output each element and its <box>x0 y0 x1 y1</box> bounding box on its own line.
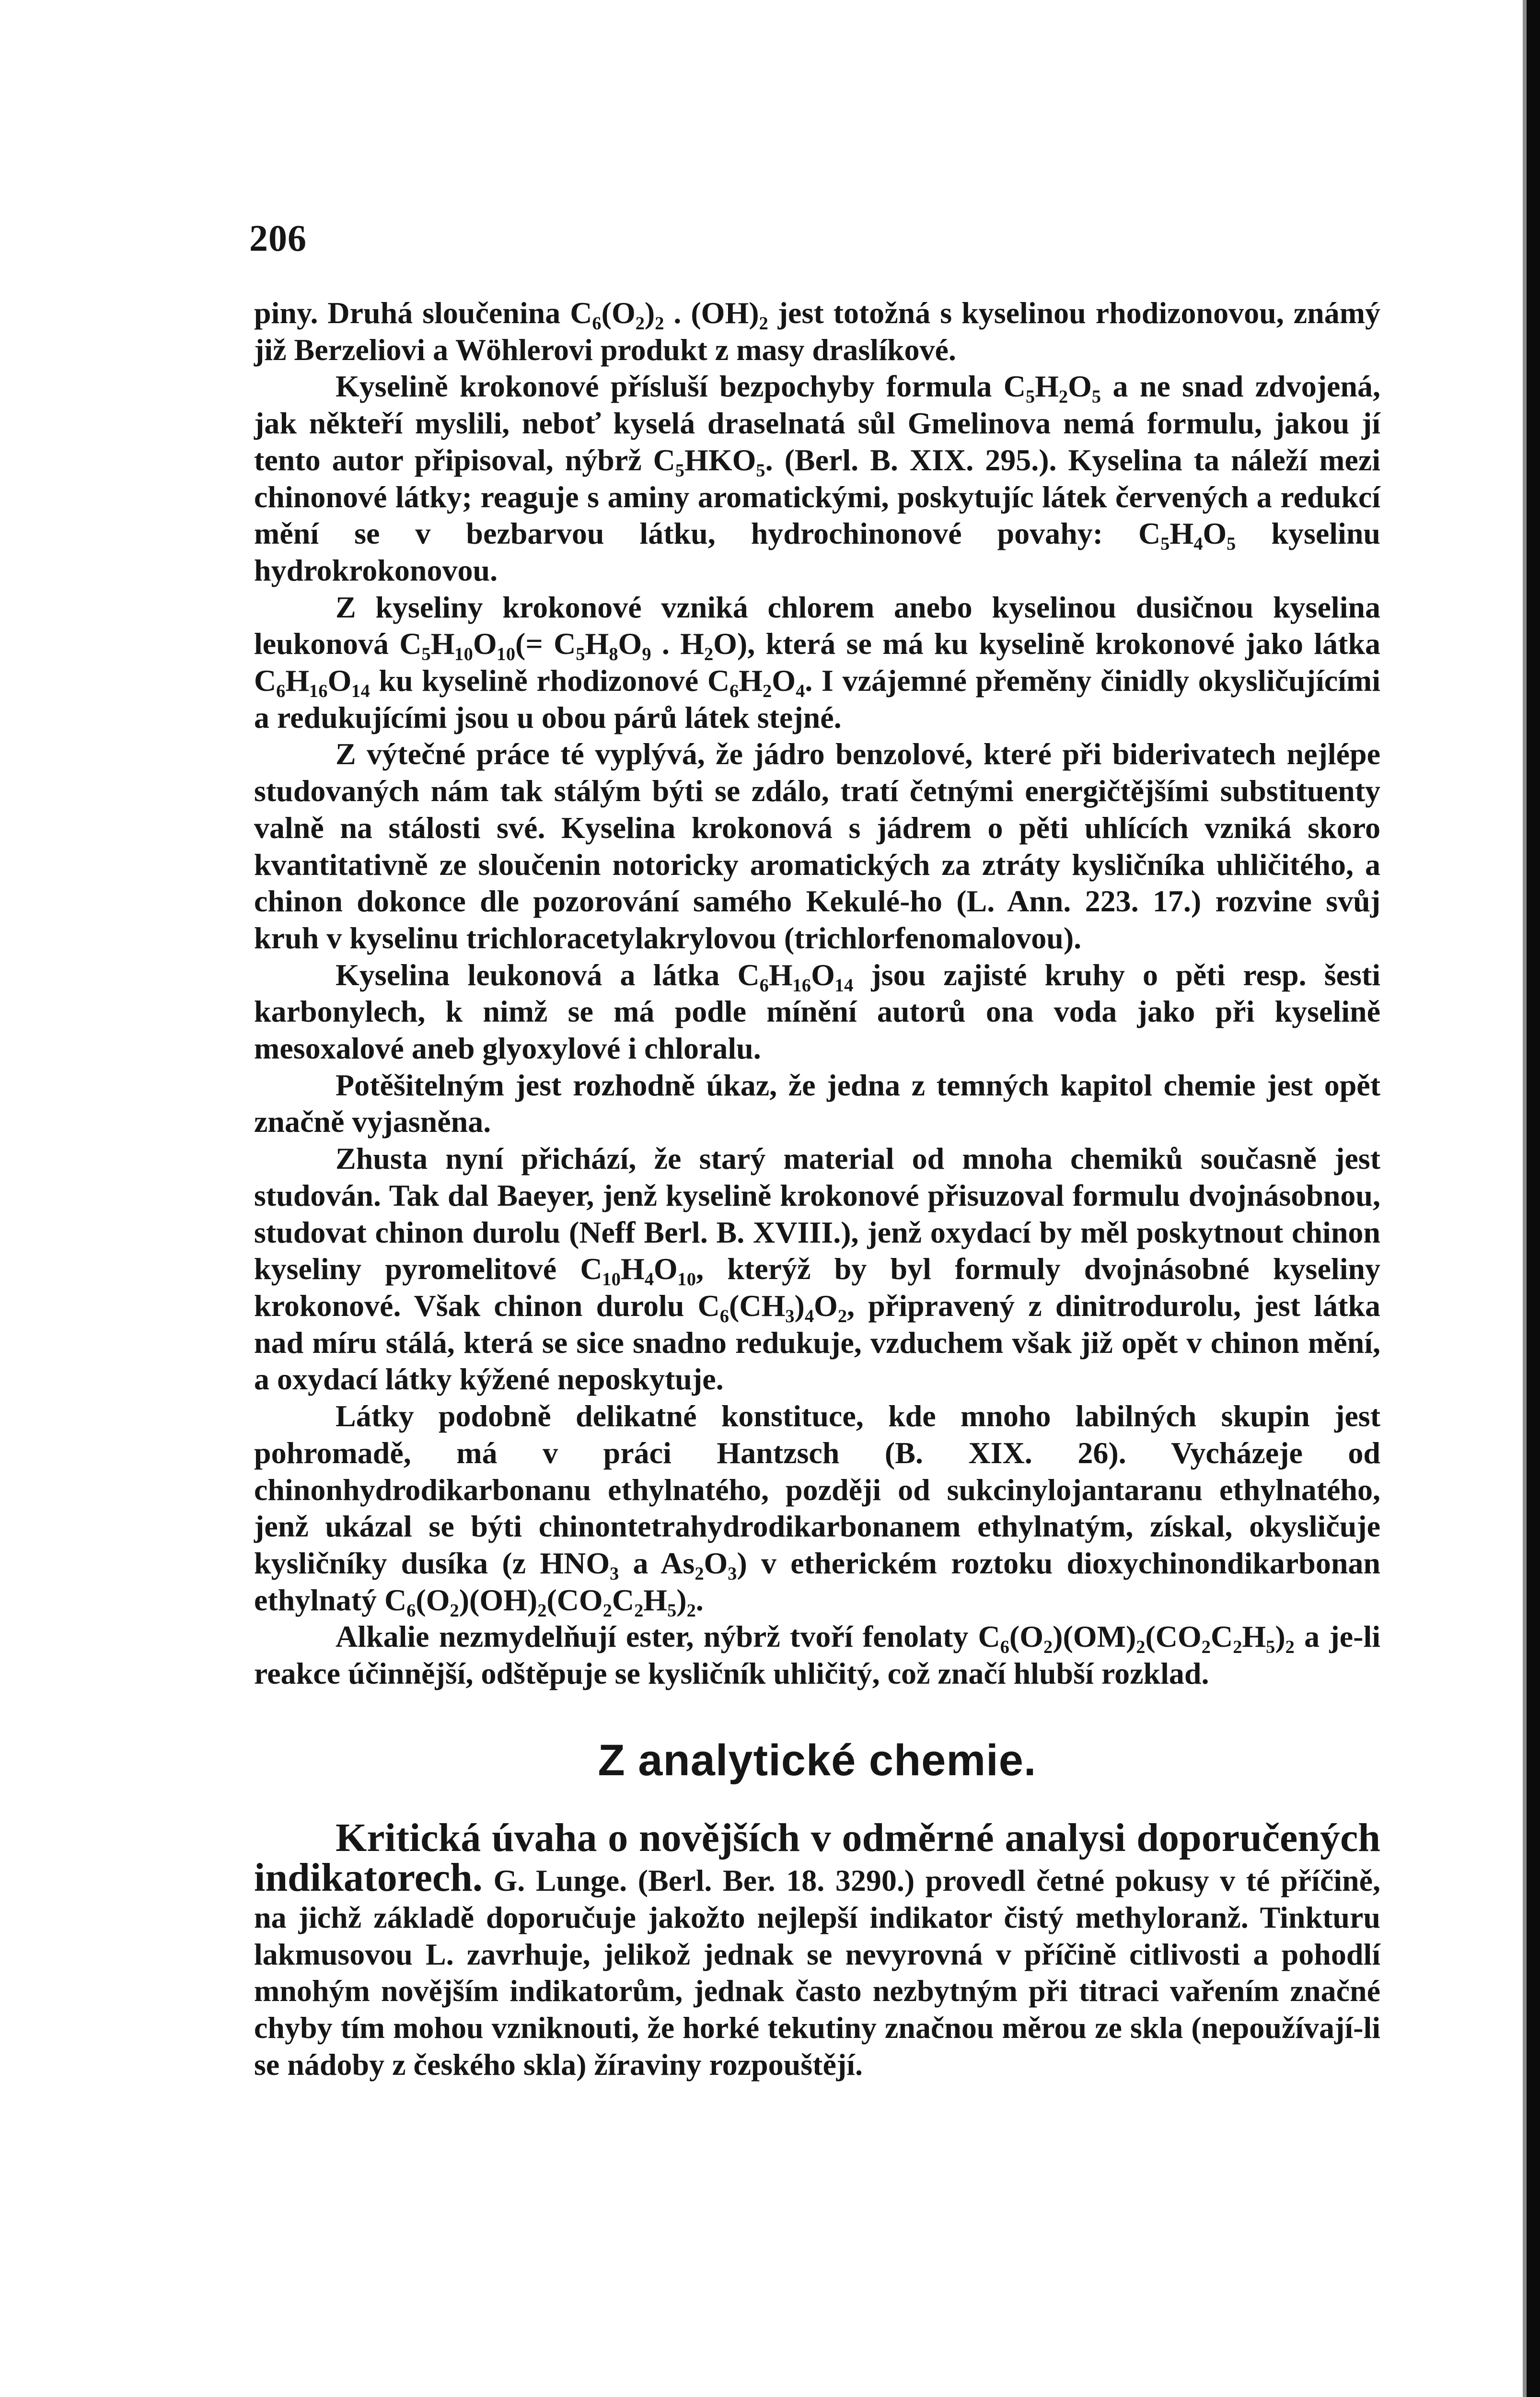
page-number: 206 <box>249 217 307 259</box>
body-paragraph: Alkalie nezmydelňují ester, nýbrž tvoří fenolaty C₆(O₂)(OM)₂(CO₂C₂H₅)₂ a je-li reakce účinnější, odštěpuje se kysličník uhličitý, což značí hlubší rozklad. <box>254 1619 1380 1691</box>
article-text: G. Lunge. (Berl. Ber. 18. 3290.) provedl četné pokusy v té příčině, na jichž základě doporučuje jakožto nejlepší indikator čistý methyloranž. Tinkturu lakmusovou L. zavrhuje, jelikož jednak se nevyrovná v příčině citlivosti a pohodlí mnohým novějším indikatorům, jednak často nezbytným při titraci vařením značné chyby tím mohou vzniknouti, že horké tekutiny značnou měrou ze skla (nepoužívají-li se nádoby z českého skla) žíraviny rozpouštějí. <box>254 1863 1381 2082</box>
body-paragraph: Látky podobně delikatné konstituce, kde mnoho labilných skupin jest pohromadě, má v práci Hantzsch (B. XIX. 26). Vycházeje od chinonhydrodikarbonanu ethylnatého, později od sukcinylojantaranu ethylnatého, jenž ukázal se býti chinontetrahydrodikarbonanem ethylnatým, získal, okysličuje kysličníky dusíka (z HNO₃ a As₂O₃) v etherickém roztoku dioxychinondikarbonan ethylnatý C₆(O₂)(OH)₂(CO₂C₂H₅)₂. <box>254 1399 1380 1617</box>
body-paragraph: Kyselině krokonové přísluší bezpochyby formula C₅H₂O₅ a ne snad zdvojená, jak někteří myslili, neboť kyselá draselnatá sůl Gmelinova nemá formulu, jakou jí tento autor připisoval, nýbrž C₅HKO₅. (Berl. B. XIX. 295.). Kyselina ta náleží mezi chinonové látky; reaguje s aminy aromatickými, poskytujíc látek červených a redukcí mění se v bezbarvou látku, hydrochinonové povahy: C₅H₄O₅ kyselinu hydrokrokonovou. <box>254 369 1380 587</box>
article-title: Kritická úvaha o novějších v odměrné analysi doporučených indikatorech. <box>254 1815 1380 1900</box>
body-paragraph: Z kyseliny krokonové vzniká chlorem anebo kyselinou dusičnou kyselina leukonová C₅H₁₀O₁₀(= C₅H₈O₉ . H₂O), která se má ku kyselině krokonové jako látka C₆H₁₆O₁₄ ku kyselině rhodizonové C₆H₂O₄. I vzájemné přeměny činidly okysličujícími a redukujícími jsou u obou párů látek stejné. <box>254 590 1380 734</box>
article-paragraph <box>254 1815 1381 2083</box>
body-paragraph: Kyselina leukonová a látka C₆H₁₆O₁₄ jsou zajisté kruhy o pěti resp. šesti karbonylech, k nimž se má podle mínění autorů ona voda jako při kyselině mesoxalové aneb glyoxylové i chloralu. <box>254 957 1380 1066</box>
scan-edge-shadow <box>1523 0 1527 2397</box>
body-paragraph: Z výtečné práce té vyplývá, že jádro benzolové, které při biderivatech nejlépe studovaných nám tak stálým býti se zdálo, tratí četnými energičtějšími substituenty valně na stálosti své. Kyselina krokonová s jádrem o pěti uhlících vzniká skoro kvantitativně ze sloučenin notoricky aromatických za ztráty kysličníka uhličitého, a chinon dokonce dle pozorování samého Kekulé-ho (L. Ann. 223. 17.) rozvine svůj kruh v kyselinu trichloracetylakrylovou (trichlorfenomalovou). <box>254 737 1380 955</box>
body-paragraph: Potěšitelným jest rozhodně úkaz, že jedna z temných kapitol chemie jest opět značně vyjasněna. <box>254 1068 1380 1139</box>
body-paragraph: Zhusta nyní přichází, že starý material od mnoha chemiků současně jest studován. Tak dal Baeyer, jenž kyselině krokonové přisuzoval formulu dvojnásobnou, studovat chinon durolu (Neff Berl. B. XVIII.), jenž oxydací by měl poskytnout chinon kyseliny pyromelitové C₁₀H₄O₁₀, kterýž by byl formuly dvojnásobné kyseliny krokonové. Však chinon durolu C₆(CH₃)₄O₂, připravený z dinitrodurolu, jest látka nad míru stálá, která se sice snadno redukuje, vzduchem však již opět v chinon mění, a oxydací látky kýžené neposkytuje. <box>254 1141 1380 1396</box>
text-column <box>254 295 1380 2083</box>
body-paragraph: piny. Druhá sloučenina C₆(O₂)₂ . (OH)₂ jest totožná s kyselinou rhodizonovou, známý již Berzeliovi a Wöhlerovi produkt z masy draslíkové. <box>254 296 1380 367</box>
scan-edge-border <box>1527 0 1540 2397</box>
section-title: Z analytické chemie. <box>598 1735 1037 1785</box>
